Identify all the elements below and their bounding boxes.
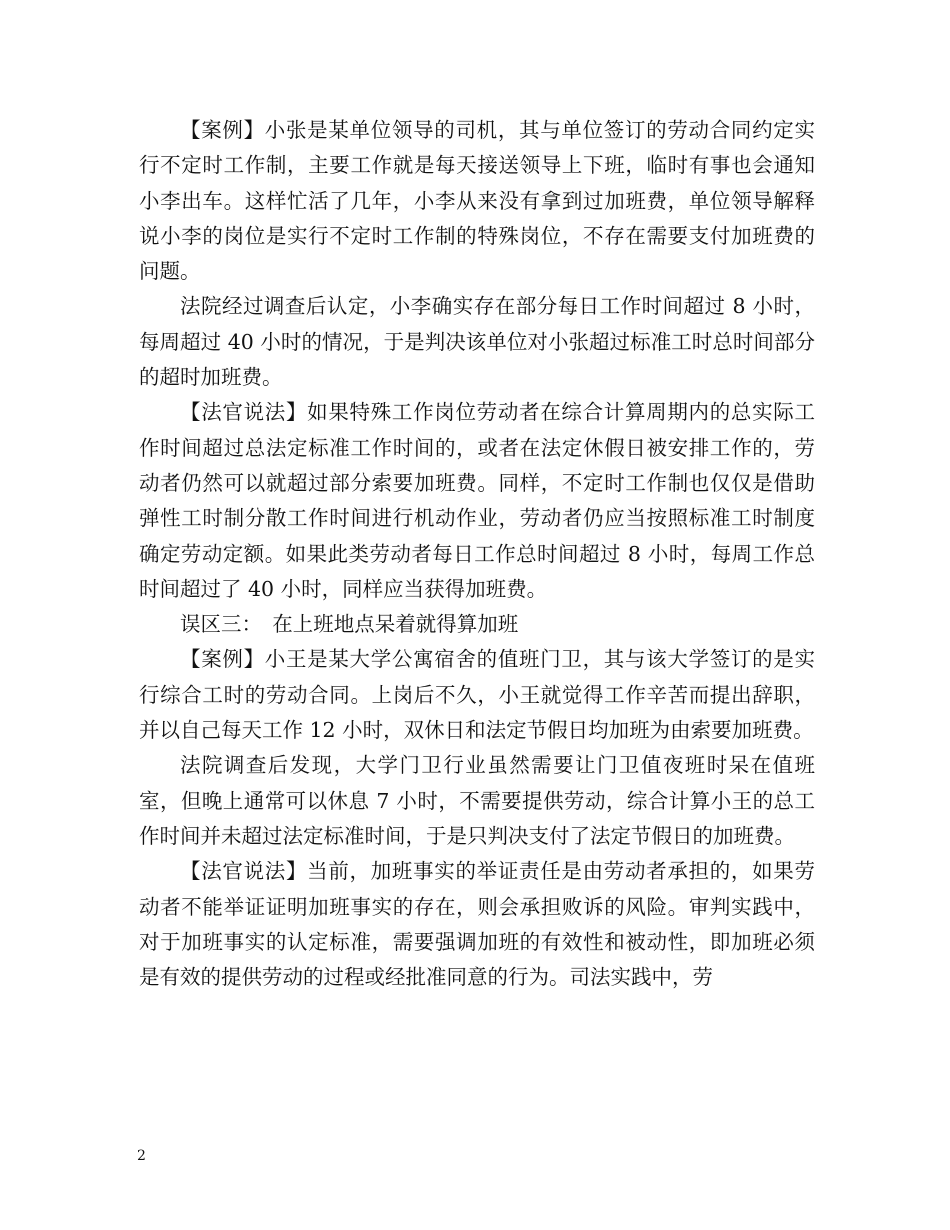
paragraph-court-finding-driver: 法院经过调查后认定，小李确实存在部分每日工作时间超过 8 小时，每周超过 40 小时的情况，于是判决该单位对小张超过标准工时总时间部分的超时加班费。: [139, 294, 815, 390]
page-number: 2: [137, 1148, 146, 1164]
paragraph-judge-comment-special-posts: 【法官说法】如果特殊工作岗位劳动者在综合计算周期内的总实际工作时间超过总法定标准工作时间的，或者在法定休假日被安排工作的，劳动者仍然可以就超过部分索要加班费。同样，不定时工作制也仅仅是借助弹性工时制分散工作时间进行机动作业，劳动者仍应当按照标准工时制度确定劳动定额。如果此类劳动者每日工作总时间超过 8 小时，每周工作总时间超过了 40 小时，同样应当获得加班费。: [139, 400, 815, 601]
paragraph-case-guard: 【案例】小王是某大学公寓宿舍的值班门卫，其与该大学签订的是实行综合工时的劳动合同。上岗后不久，小王就觉得工作辛苦而提出辞职，并以自己每天工作 12 小时，双休日和法定节假日均加班为由索要加班费。: [139, 647, 815, 743]
document-body: [139, 113, 815, 995]
paragraph-case-driver: 【案例】小张是某单位领导的司机，其与单位签订的劳动合同约定实行不定时工作制，主要工作就是每天接送领导上下班，临时有事也会通知小李出车。这样忙活了几年，小李从来没有拿到过加班费，单位领导解释说小李的岗位是实行不定时工作制的特殊岗位，不存在需要支付加班费的问题。: [139, 118, 815, 284]
paragraph-judge-comment-burden-of-proof: 【法官说法】当前，加班事实的举证责任是由劳动者承担的，如果劳动者不能举证证明加班事实的存在，则会承担败诉的风险。审判实践中，对于加班事实的认定标准，需要强调加班的有效性和被动性，即加班必须是有效的提供劳动的过程或经批准同意的行为。司法实践中，劳: [139, 859, 815, 990]
paragraph-court-finding-guard: 法院调查后发现，大学门卫行业虽然需要让门卫值夜班时呆在值班室，但晚上通常可以休息 7 小时，不需要提供劳动，综合计算小王的总工作时间并未超过法定标准时间，于是只判决支付了法定节假日的加班费。: [139, 753, 815, 848]
section-heading-misconception-three: 误区三： 在上班地点呆着就得算加班: [180, 612, 519, 637]
